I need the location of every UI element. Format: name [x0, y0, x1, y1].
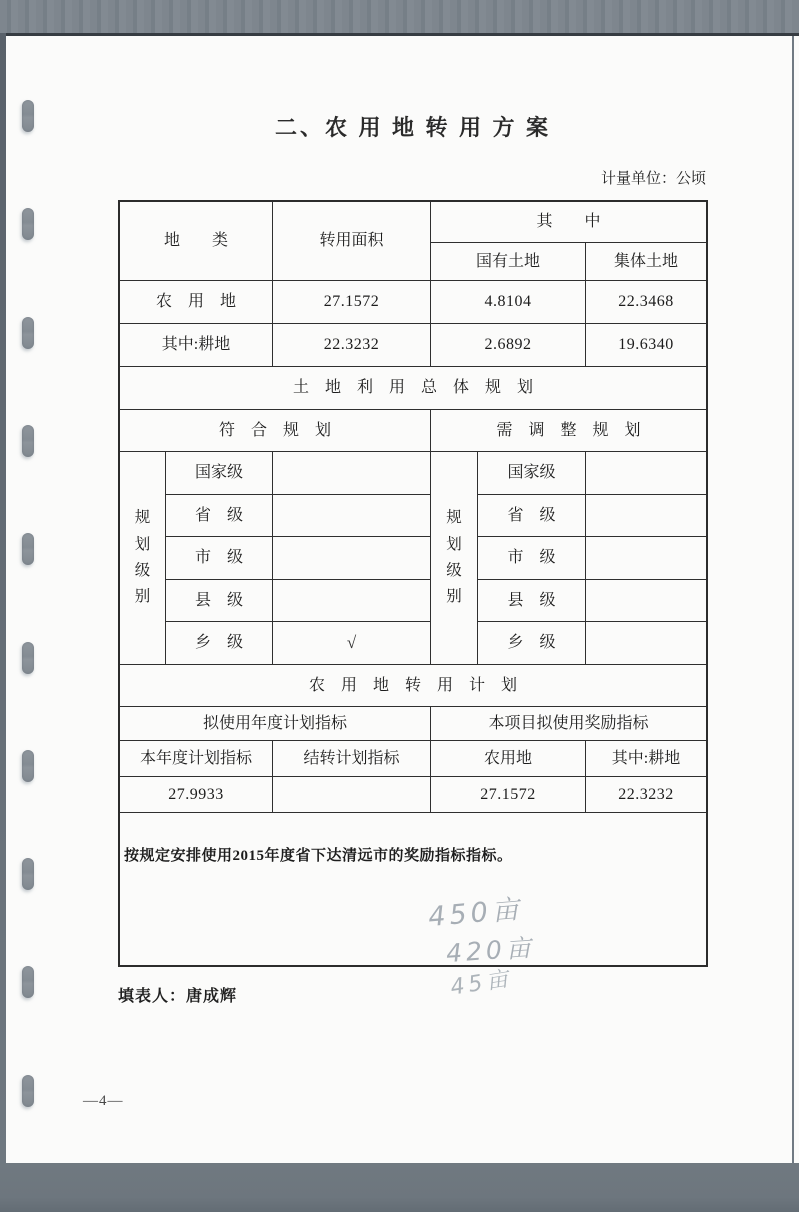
row-agri-area: 27.1572: [273, 281, 431, 324]
section-conversion-plan-title: 农 用 地 转 用 计 划: [120, 665, 706, 707]
binding-hole-icon: [22, 425, 34, 457]
level-value-county-comply: [273, 580, 431, 622]
binding-hole-icon: [22, 100, 34, 132]
header-conversion-area: 转用面积: [273, 202, 431, 281]
page-right-edge: [792, 36, 794, 1163]
level-label-city-left: 市 级: [166, 537, 273, 580]
scanner-bottom-band: [0, 1163, 799, 1212]
value-cultivated-land-quota: 22.3232: [586, 777, 706, 813]
level-value-county-adjust: [586, 580, 706, 622]
level-value-national-adjust: [586, 452, 706, 495]
handwritten-note: 450亩: [427, 893, 524, 934]
binding-hole-icon: [22, 858, 34, 890]
level-label-national-left: 国家级: [166, 452, 273, 495]
header-comply-plan: 符 合 规 划: [120, 410, 431, 452]
axis-planning-level-left-label: 规划级别: [134, 509, 151, 606]
binding-hole-icon: [22, 533, 34, 565]
level-label-national-right: 国家级: [478, 452, 586, 495]
axis-planning-level-right-label: 规划级别: [446, 509, 462, 606]
section-overall-plan-title: 土 地 利 用 总 体 规 划: [120, 367, 706, 410]
level-label-city-right: 市 级: [478, 537, 586, 580]
row-agri-state: 4.8104: [431, 281, 586, 324]
handwritten-note: 45亩: [448, 966, 514, 1001]
level-value-township-comply: √: [273, 622, 431, 665]
level-value-province-adjust: [586, 495, 706, 537]
scanner-top-band: [0, 0, 799, 36]
level-label-county-right: 县 级: [478, 580, 586, 622]
level-value-province-comply: [273, 495, 431, 537]
page-title: 二、农 用 地 转 用 方 案: [274, 115, 551, 140]
header-among: 其 中: [431, 202, 706, 243]
page-left-edge: [0, 33, 6, 1163]
value-carryover-quota: [273, 777, 431, 813]
value-agri-land-quota: 27.1572: [431, 777, 586, 813]
header-annual-quota: 拟使用年度计划指标: [120, 707, 431, 741]
row-cultivated-collective: 19.6340: [586, 324, 706, 367]
value-current-year-quota: 27.9933: [120, 777, 273, 813]
level-value-city-adjust: [586, 537, 706, 580]
level-label-township-left: 乡 级: [166, 622, 273, 665]
row-cultivated-state: 2.6892: [431, 324, 586, 367]
row-agri-collective: 22.3468: [586, 281, 706, 324]
level-label-township-right: 乡 级: [478, 622, 586, 665]
header-state-owned: 国有土地: [431, 243, 586, 281]
subheader-current-year-quota: 本年度计划指标: [120, 741, 273, 777]
level-label-province-left: 省 级: [166, 495, 273, 537]
axis-planning-level-right: [431, 452, 478, 665]
header-land-class: 地 类: [120, 202, 273, 281]
binding-hole-icon: [22, 1075, 34, 1107]
binding-hole-icon: [22, 642, 34, 674]
level-value-township-adjust: [586, 622, 706, 665]
binding-hole-icon: [22, 317, 34, 349]
level-value-national-comply: [273, 452, 431, 495]
level-label-county-left: 县 级: [166, 580, 273, 622]
level-value-city-comply: [273, 537, 431, 580]
row-cultivated-label: 其中:耕地: [120, 324, 273, 367]
filled-by-label: 填表人：唐成辉: [118, 988, 238, 1005]
land-conversion-table: [118, 200, 708, 967]
axis-planning-level-left: [120, 452, 166, 665]
binding-hole-icon: [22, 966, 34, 998]
row-cultivated-area: 22.3232: [273, 324, 431, 367]
binding-hole-icon: [22, 208, 34, 240]
subheader-agri-land: 农用地: [431, 741, 586, 777]
unit-note: 计量单位：公顷: [600, 171, 706, 187]
subheader-cultivated-land: 其中:耕地: [586, 741, 706, 777]
remark-cell: 按规定安排使用2015年度省下达清远市的奖励指标指标。: [124, 848, 513, 864]
binding-hole-icon: [22, 750, 34, 782]
subheader-carryover-quota: 结转计划指标: [273, 741, 431, 777]
header-collective: 集体土地: [586, 243, 706, 281]
header-adjust-plan: 需 调 整 规 划: [431, 410, 706, 452]
page-number: —4—: [83, 1093, 124, 1109]
row-agri-label: 农 用 地: [120, 281, 273, 324]
handwritten-note: 420亩: [445, 932, 536, 969]
level-label-province-right: 省 级: [478, 495, 586, 537]
header-reward-quota: 本项目拟使用奖励指标: [431, 707, 706, 741]
